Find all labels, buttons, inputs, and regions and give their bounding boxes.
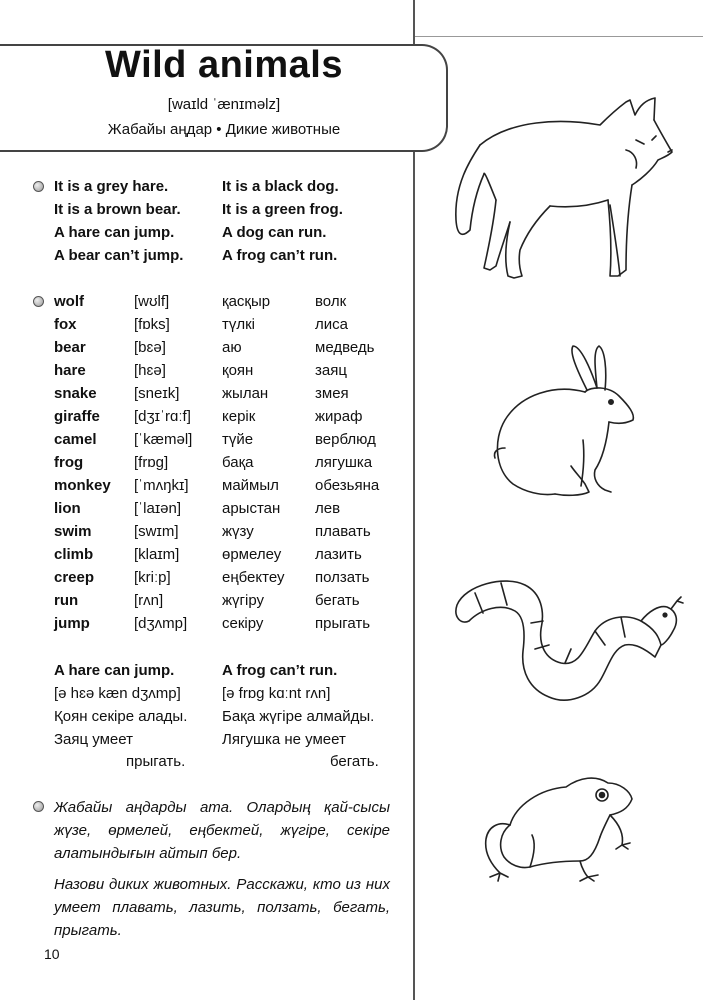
sentence: It is a grey hare.	[54, 178, 169, 195]
example-ru: Заяц умеет	[54, 731, 133, 748]
sentence: It is a green frog.	[222, 201, 343, 218]
sentence: A bear can’t jump.	[54, 247, 184, 264]
example-kz: Қоян секіре алады.	[54, 708, 188, 725]
frog-illustration	[470, 765, 645, 885]
page-title: Wild animals	[105, 44, 343, 86]
page-number: 10	[44, 946, 60, 962]
example-kz: Бақа жүгіре алмайды.	[222, 708, 375, 725]
bullet-icon	[33, 801, 44, 812]
task-ru: Назови диких животных. Расскажи, кто из них умеет плавать, лазить, ползать, бегать, прыгать.	[54, 876, 390, 939]
wolf-illustration	[440, 90, 690, 290]
task-kz: Жабайы аңдарды ата. Олардың қай-сысы жүзе, өрмелей, еңбектей, жүгіре, секіре алатындығын айтып бер.	[54, 799, 390, 862]
snake-illustration	[445, 565, 685, 710]
example-transcription: [ə hɛə kæn dʒʌmp]	[54, 685, 181, 702]
sentence: A dog can run.	[222, 224, 327, 241]
right-panel-top-line	[415, 0, 703, 37]
sentence: It is a brown bear.	[54, 201, 181, 218]
hare-illustration	[485, 340, 645, 505]
sentence: It is a black dog.	[222, 178, 339, 195]
example-ru: Лягушка не умеет	[222, 731, 346, 748]
bullet-icon	[33, 296, 44, 307]
example-sentence: A hare can jump.	[54, 662, 175, 679]
sentence: A hare can jump.	[54, 224, 175, 241]
title-transcription: [waɪld ˈænɪməlz]	[167, 96, 281, 113]
example-ru-cont: бегать.	[330, 753, 379, 770]
sentence: A frog can’t run.	[222, 247, 338, 264]
textbook-page: Wild animals [waɪld ˈænɪməlz] Жабайы аңдар • Дикие животные It is a grey hare. It is a brown bear. A hare can jump. A bear can’t jump. It is a black dog. It is a green frog. A dog can run. A frog can’t run. wolf [wʊlf] қасқыр волк fox [fɒks] түлкі лиса bear [bɛə] аю медведь hare [hɛə] қоян заяц snake [sneɪk] жылан змея giraffe [dʒɪˈrɑːf] керік жираф camel [ˈkæməl] түйе верблюд frog [frɒg] бақа лягушка monkey [ˈmʌŋkɪ] маймыл обезьяна lion [ˈlaɪən] арыстан лев swim [swɪm] жүзу плавать climb [klaɪm] өрмелеу лазить creep [kriːp] еңбектеу ползать run [rʌn] жүгіру бегать jump [dʒʌmp] секіру прыгать A hare can jump. [ə hɛə kæn dʒʌmp] Қоян секіре алады. Заяц умеет прыгать. A frog can’t run. [ə frɒg kɑːnt rʌn] Бақа жүгіре алмайды. Лягушка не умеет бегать. Жабайы аңдарды ата. Олардың қай-сысы жүзе, өрмелей, еңбектей, жүгіре, секіре алатындығын айтып бер. Назови диких животных. Расскажи, кто из них умеет плавать, лазить, ползать, бегать, прыгать. 10	[0, 0, 703, 1000]
example-sentence: A frog can’t run.	[222, 662, 338, 679]
example-transcription: [ə frɒg kɑːnt rʌn]	[222, 685, 331, 702]
example-ru-cont: прыгать.	[126, 753, 186, 770]
page-divider-lower	[413, 152, 415, 1000]
bullet-icon	[33, 181, 44, 192]
title-translation: Жабайы аңдар • Дикие животные	[107, 121, 341, 138]
